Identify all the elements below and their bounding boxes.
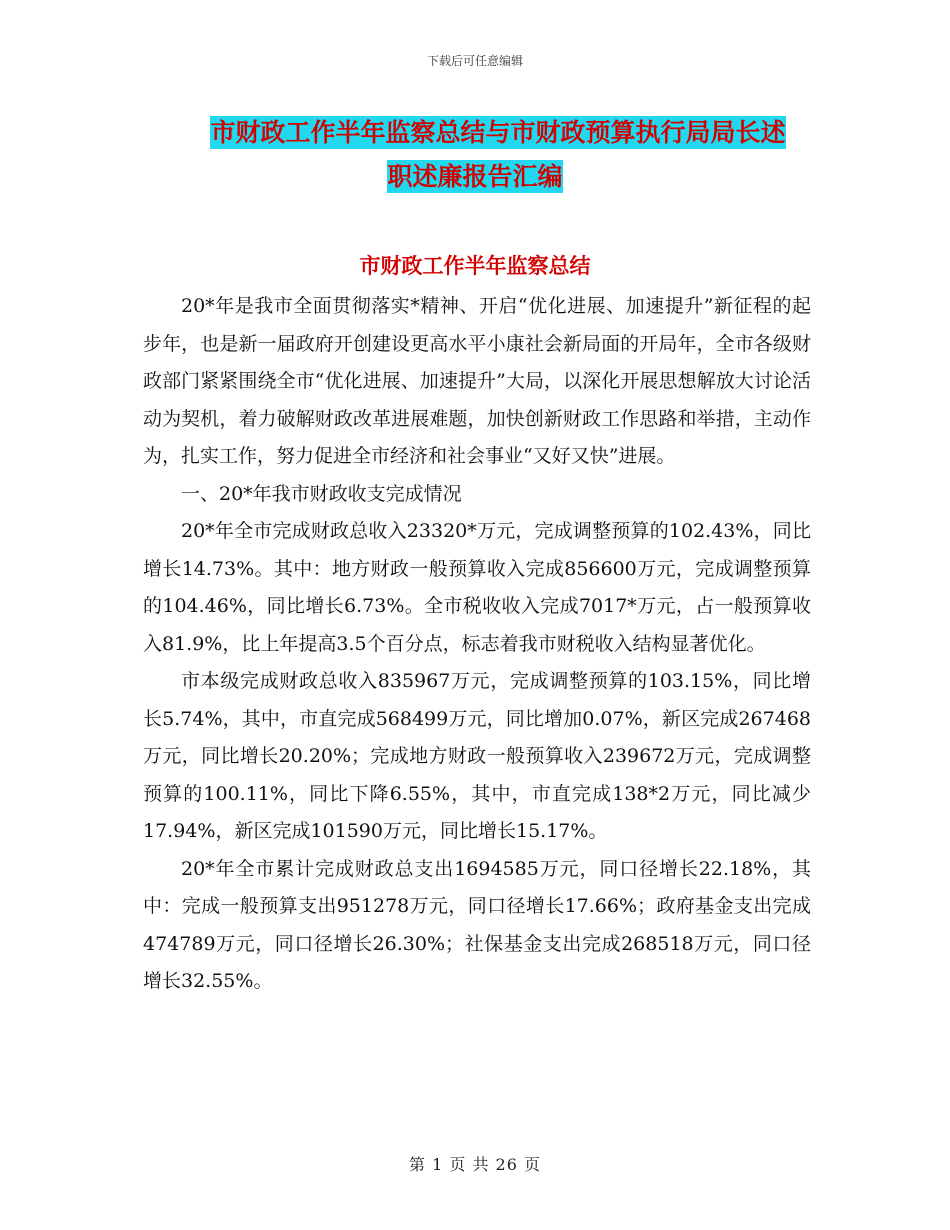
paragraph: 20*年全市完成财政总收入23320*万元，完成调整预算的102.43%，同比增长14.73%。其中：地方财政一般预算收入完成856600万元，完成调整预算的104.46%，同比增长6.73%。全市税收收入完成7017*万元，占一般预算收入81.9%，比上年提高3.5个百分点，标志着我市财税收入结构显著优化。	[143, 520, 811, 655]
document-title-line-2: 职述廉报告汇编	[387, 162, 563, 191]
paragraph: 20*年是我市全面贯彻落实*精神、开启“优化进展、加速提升”新征程的起步年，也是新一届政府开创建设更高水平小康社会新局面的开局年，全市各级财政部门紧紧围绕全市“优化进展、加速提升”大局，以深化开展思想解放大讨论活动为契机，着力破解财政改革进展难题，加快创新财政工作思路和举措，主动作为，扎实工作，努力促进全市经济和社会事业“又好又快”进展。	[143, 295, 811, 467]
document-title-line-1: 市财政工作半年监察总结与市财政预算执行局局长述	[210, 118, 786, 147]
header-note: 下载后可任意编辑	[426, 54, 523, 68]
paragraph: 市本级完成财政总收入835967万元，完成调整预算的103.15%，同比增长5.74%，其中，市直完成568499万元，同比增加0.07%，新区完成267468万元，同比增长20.20%；完成地方财政一般预算收入239672万元，完成调整预算的100.11%，同比下降6.55%，其中，市直完成138*2万元，同比减少17.94%，新区完成101590万元，同比增长15.17%。	[143, 670, 811, 842]
paragraph-heading: 一、20*年我市财政收支完成情况	[181, 482, 462, 505]
body-text	[143, 288, 811, 1001]
page-number-footer: 第 1 页 共 26 页	[409, 1155, 541, 1174]
paragraph: 20*年全市累计完成财政总支出1694585万元，同口径增长22.18%，其中：完成一般预算支出951278万元，同口径增长17.66%；政府基金支出完成474789万元，同口径增长26.30%；社保基金支出完成268518万元，同口径增长32.55%。	[143, 857, 811, 992]
section-title: 市财政工作半年监察总结	[359, 254, 591, 278]
